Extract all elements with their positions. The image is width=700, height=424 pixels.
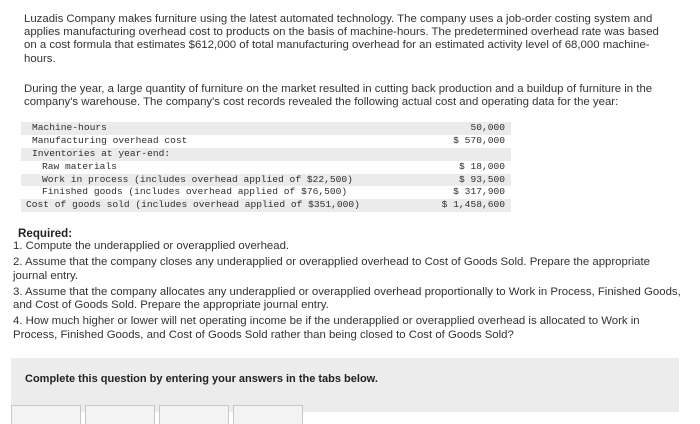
row-value: 50,000: [470, 122, 505, 133]
required-heading: Required:: [18, 227, 73, 240]
answer-tab-3[interactable]: [159, 405, 229, 424]
row-value: $ 317,900: [453, 186, 505, 198]
required-list: [13, 240, 683, 345]
table-row: [21, 122, 511, 135]
table-row: [21, 148, 511, 161]
cost-data-table: [21, 122, 511, 212]
row-label: Cost of goods sold (includes overhead applied of $351,000): [26, 199, 360, 211]
table-row: [21, 135, 511, 148]
row-label: Machine-hours: [32, 122, 107, 133]
answer-tab-1[interactable]: [11, 405, 81, 424]
table-row: [21, 161, 511, 174]
answer-tab-4[interactable]: [233, 405, 303, 424]
required-item-4: 4. How much higher or lower will net operating income be if the underapplied or overapplied overhead is allocated to Work in Process, Finished Goods, and Cost of Goods Sold rather than being closed to Cost of Goods Sold?: [13, 315, 640, 341]
table-row: [21, 174, 511, 187]
row-label: Raw materials: [42, 160, 117, 172]
table-row: [21, 186, 511, 199]
row-value: $ 1,458,600: [441, 199, 505, 211]
table-row: [21, 199, 511, 212]
year-data-paragraph: During the year, a large quantity of furniture on the market resulted in cutting back production and a buildup of furniture in the company's warehouse. The company's cost records revealed the following actual cost and operating data for the year:: [24, 83, 653, 109]
required-item-2: 2. Assume that the company closes any underapplied or overapplied overhead to Cost of Goods Sold. Prepare the appropriate journal entry.: [13, 256, 651, 282]
row-value: $ 570,000: [453, 134, 505, 146]
answer-box: [11, 358, 679, 412]
required-item-3: 3. Assume that the company allocates any underapplied or overapplied overhead proportionally to Work in Process, Finished Goods, and Cost of Goods Sold. Prepare the appropriate journal entry.: [13, 285, 681, 312]
row-value: $ 93,500: [458, 173, 505, 185]
row-label: Work in process (includes overhead applied of $22,500): [42, 173, 353, 185]
row-label: Finished goods (includes overhead applied of $76,500): [42, 186, 348, 198]
intro-paragraph: Luzadis Company makes furniture using the latest automated technology. The company uses a job-order costing system and applies manufacturing overhead cost to products on the basis of machine-hours. The predetermined overhead rate was based on a cost formula that estimates $612,000 of total manufacturing overhead for an estimated activity level of 68,000 machine-hours.: [24, 13, 659, 65]
row-value: $ 18,000: [458, 160, 505, 172]
required-item-1: 1. Compute the underapplied or overapplied overhead.: [13, 240, 290, 252]
answer-instructions: Complete this question by entering your answers in the tabs below.: [25, 373, 378, 385]
row-label: Manufacturing overhead cost: [32, 134, 188, 146]
answer-tab-2[interactable]: [85, 405, 155, 424]
row-label: Inventories at year-end:: [32, 147, 171, 159]
